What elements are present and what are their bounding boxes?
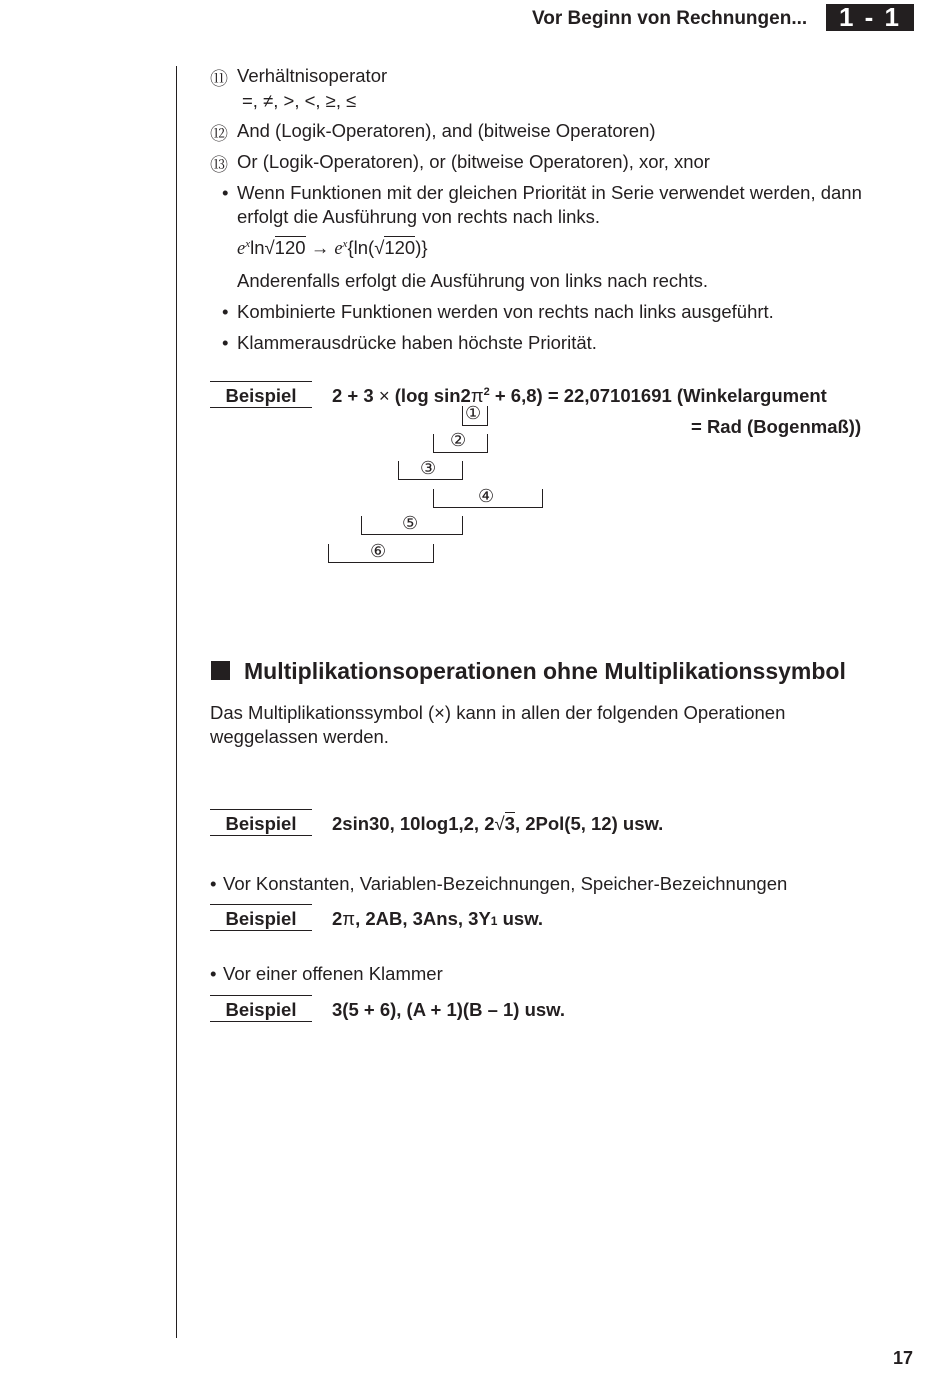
- step-marker: ④: [478, 486, 495, 506]
- bullet-dot: •: [210, 873, 217, 894]
- list-item-text: Verhältnisoperator: [237, 65, 388, 86]
- formula-rule-example: $e^x\ln√120 \to e^x\{\ln(√120)\}$: [237, 237, 428, 259]
- bullet-text: Vor einer offenen Klammer: [223, 963, 443, 984]
- bullet-text: Wenn Funktionen mit der gleichen Priorität in Serie verwendet werden, dann: [237, 182, 862, 203]
- margin-rule: [176, 66, 177, 1338]
- step-marker: ⑥: [370, 541, 387, 561]
- bullet-dot: •: [210, 963, 217, 984]
- bullet-text: Klammerausdrücke haben höchste Priorität.: [237, 332, 597, 353]
- example-label: Beispiel: [210, 995, 312, 1022]
- step-marker: ①: [465, 403, 482, 423]
- list-marker: ⑪: [210, 69, 228, 89]
- list-item-text: And (Logik-Operatoren), and (bitweise Operatoren): [237, 120, 656, 141]
- bullet-text: Vor Konstanten, Variablen-Bezeichnungen, Speicher-Bezeichnungen: [223, 873, 788, 894]
- step-marker: ⑤: [402, 513, 419, 533]
- section-title: Multiplikationsoperationen ohne Multiplikationssymbol: [244, 658, 846, 684]
- bullet-text: Anderenfalls erfolgt die Ausführung von links nach rechts.: [237, 270, 709, 291]
- section-intro: weggelassen werden.: [210, 726, 389, 747]
- example-label: Beispiel: [210, 904, 312, 931]
- step-marker: ③: [420, 458, 437, 478]
- list-item-text: Or (Logik-Operatoren), or (bitweise Operatoren), xor, xnor: [237, 151, 710, 172]
- section-marker: [211, 661, 230, 680]
- section-intro: Das Multiplikationssymbol (×) kann in allen der folgenden Operationen: [210, 702, 786, 723]
- list-marker: ⑬: [210, 155, 228, 175]
- step-marker: ②: [450, 430, 467, 450]
- example-label: Beispiel: [210, 381, 312, 408]
- example-label: Beispiel: [210, 809, 312, 836]
- bullet-dot: •: [222, 182, 229, 203]
- header-title: Vor Beginn von Rechnungen...: [532, 8, 808, 29]
- bullet-dot: •: [222, 332, 229, 353]
- list-item-sub: =, ≠, >, <, ≥, ≤: [242, 90, 357, 111]
- bullet-text: Kombinierte Funktionen werden von rechts nach links ausgeführt.: [237, 301, 774, 322]
- example-expression: 2π, 2AB, 3Ans, 3Y1 usw.: [332, 908, 544, 929]
- section-badge: 1 - 1: [826, 4, 914, 31]
- list-marker: ⑫: [210, 124, 228, 144]
- example-expression: 2 + 3 × (log $\sin 2\pi^2 + 6,8) = 22,07101691$ (Winkelargument: [332, 385, 827, 406]
- example-expression: 3(5 + 6), (A + 1)(B – 1) usw.: [332, 999, 566, 1020]
- page-number: 17: [893, 1348, 914, 1368]
- bullet-dot: •: [222, 301, 229, 322]
- bullet-text: erfolgt die Ausführung von rechts nach links.: [237, 206, 601, 227]
- example-expression-cont: = Rad (Bogenmaß)): [691, 416, 862, 437]
- example-expression: 2sin30, 10log1,2, 2√3, 2Pol(5, 12) usw.: [332, 813, 664, 834]
